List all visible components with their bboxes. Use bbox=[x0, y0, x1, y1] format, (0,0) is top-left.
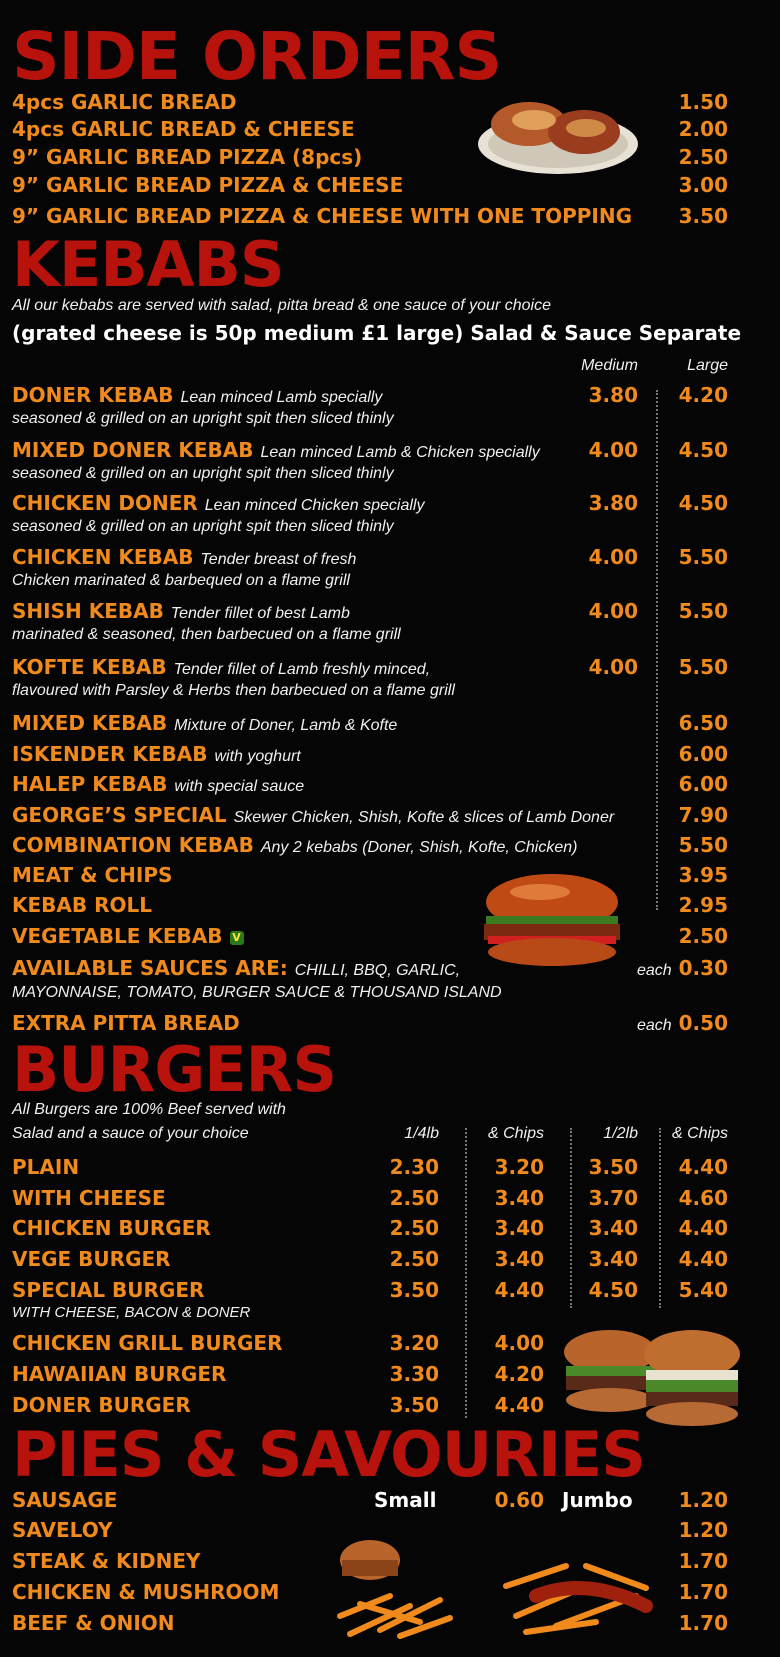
burger-price: 3.40 bbox=[588, 1247, 638, 1271]
side-order-price: 2.00 bbox=[678, 117, 728, 141]
burger-price: 4.40 bbox=[494, 1278, 544, 1302]
burger-price: 4.40 bbox=[678, 1155, 728, 1179]
col-header-chips: & Chips bbox=[487, 1125, 544, 1142]
kebab-desc: Mixture of Doner, Lamb & Kofte bbox=[174, 717, 398, 734]
kebab-desc: Lean minced Chicken specially bbox=[204, 497, 425, 514]
kebabs-cheese-note: (grated cheese is 50p medium £1 large) Salad & Sauce Separate bbox=[12, 321, 742, 345]
kebab-item: CHICKEN KEBAB Tender breast of fresh bbox=[12, 545, 357, 569]
burgers-intro: Salad and a sauce of your choice bbox=[12, 1125, 249, 1142]
kebab-desc-line: seasoned & grilled on an upright spit then sliced thinly bbox=[12, 465, 394, 482]
cut-burger-image bbox=[560, 1322, 746, 1432]
side-order-price: 1.50 bbox=[678, 90, 728, 114]
kebab-price-large: 5.50 bbox=[678, 545, 728, 569]
kebab-price-medium: 4.00 bbox=[588, 599, 638, 623]
burger-price: 3.50 bbox=[588, 1155, 638, 1179]
sauces-desc-line: MAYONNAISE, TOMATO, BURGER SAUCE & THOUSAND ISLAND bbox=[12, 984, 502, 1001]
kebab-price-large: 5.50 bbox=[678, 655, 728, 679]
kebab-item: KOFTE KEBAB Tender fillet of Lamb freshly minced, bbox=[12, 655, 431, 679]
kebab-item: ISKENDER KEBAB with yoghurt bbox=[12, 742, 301, 766]
side-order-item: 4pcs GARLIC BREAD & CHEESE bbox=[12, 117, 355, 141]
kebab-item: SHISH KEBAB Tender fillet of best Lamb bbox=[12, 599, 350, 623]
kebab-item: KEBAB ROLL bbox=[12, 893, 152, 917]
burger-price: 4.40 bbox=[678, 1247, 728, 1271]
special-burger-desc: WITH CHEESE, BACON & DONER bbox=[12, 1304, 251, 1321]
pie-item: SAUSAGE bbox=[12, 1488, 118, 1512]
kebab-price: 6.00 bbox=[678, 772, 728, 796]
burger-image bbox=[480, 872, 624, 972]
burger-price: 4.50 bbox=[588, 1278, 638, 1302]
burger-price: 4.60 bbox=[678, 1186, 728, 1210]
kebab-desc-line: Chicken marinated & barbequed on a flame grill bbox=[12, 572, 350, 589]
kebab-price: 5.50 bbox=[678, 833, 728, 857]
kebab-price-medium: 3.80 bbox=[588, 383, 638, 407]
burger-price: 3.70 bbox=[588, 1186, 638, 1210]
pies-title: PIES & SAVOURIES bbox=[12, 1418, 645, 1491]
burger-item: HAWAIIAN BURGER bbox=[12, 1362, 227, 1386]
col-header-chips: & Chips bbox=[671, 1125, 728, 1142]
kebab-desc: Lean minced Lamb & Chicken specially bbox=[260, 444, 540, 461]
burger-price: 3.20 bbox=[494, 1155, 544, 1179]
pie-price: 1.70 bbox=[678, 1580, 728, 1604]
kebab-price: 6.50 bbox=[678, 711, 728, 735]
kebab-price: 2.50 bbox=[678, 924, 728, 948]
kebab-item: MIXED DONER KEBAB Lean minced Lamb & Chicken specially bbox=[12, 438, 540, 462]
kebab-desc-line: seasoned & grilled on an upright spit then sliced thinly bbox=[12, 518, 394, 535]
burger-price: 3.30 bbox=[389, 1362, 439, 1386]
garlic-bread-plate-image bbox=[474, 84, 642, 180]
burger-price: 3.50 bbox=[389, 1393, 439, 1417]
side-order-item: 9” GARLIC BREAD PIZZA & CHEESE bbox=[12, 173, 404, 197]
kebab-item: VEGETABLE KEBAB V bbox=[12, 924, 244, 948]
burger-price: 2.50 bbox=[389, 1186, 439, 1210]
kebab-item: MIXED KEBAB Mixture of Doner, Lamb & Kofte bbox=[12, 711, 398, 735]
pie-and-chips-image bbox=[330, 1526, 460, 1644]
jumbo-label: Jumbo bbox=[562, 1488, 633, 1512]
kebab-desc: Any 2 kebabs (Doner, Shish, Kofte, Chicken) bbox=[260, 839, 578, 856]
pie-price-small: 0.60 bbox=[494, 1488, 544, 1512]
pie-price: 1.70 bbox=[678, 1611, 728, 1635]
burger-price: 5.40 bbox=[678, 1278, 728, 1302]
kebab-price-medium: 4.00 bbox=[588, 438, 638, 462]
burger-item: WITH CHEESE bbox=[12, 1186, 166, 1210]
sausage-and-chips-image bbox=[496, 1526, 656, 1644]
burger-price: 2.50 bbox=[389, 1216, 439, 1240]
pie-price-jumbo: 1.20 bbox=[678, 1488, 728, 1512]
kebab-item: HALEP KEBAB with special sauce bbox=[12, 772, 305, 796]
pie-item: STEAK & KIDNEY bbox=[12, 1549, 201, 1573]
kebab-desc: with special sauce bbox=[174, 778, 305, 795]
side-order-price: 3.50 bbox=[678, 204, 728, 228]
side-order-item: 4pcs GARLIC BREAD bbox=[12, 90, 237, 114]
kebab-item: DONER KEBAB Lean minced Lamb specially bbox=[12, 383, 383, 407]
burger-price: 4.20 bbox=[494, 1362, 544, 1386]
kebab-item: MEAT & CHIPS bbox=[12, 863, 173, 887]
kebab-price: 2.95 bbox=[678, 893, 728, 917]
burger-item: DONER BURGER bbox=[12, 1393, 191, 1417]
col-header-quarter: 1/4lb bbox=[404, 1125, 439, 1142]
kebab-desc: Tender breast of fresh bbox=[200, 551, 357, 568]
kebab-item: GEORGE’S SPECIAL Skewer Chicken, Shish, Kofte & slices of Lamb Doner bbox=[12, 803, 615, 827]
burger-item: VEGE BURGER bbox=[12, 1247, 171, 1271]
pitta-price: each 0.50 bbox=[636, 1011, 728, 1035]
col-header-half: 1/2lb bbox=[603, 1125, 638, 1142]
kebab-price-medium: 4.00 bbox=[588, 545, 638, 569]
pie-item: SAVELOY bbox=[12, 1518, 113, 1542]
burger-price: 2.50 bbox=[389, 1247, 439, 1271]
side-order-item: 9” GARLIC BREAD PIZZA (8pcs) bbox=[12, 145, 363, 169]
kebab-item: COMBINATION KEBAB Any 2 kebabs (Doner, Shish, Kofte, Chicken) bbox=[12, 833, 578, 857]
burger-price: 3.40 bbox=[494, 1186, 544, 1210]
kebabs-title: KEBABS bbox=[12, 228, 284, 301]
kebab-price: 6.00 bbox=[678, 742, 728, 766]
side-order-price: 2.50 bbox=[678, 145, 728, 169]
column-divider bbox=[659, 1128, 661, 1308]
kebab-item: CHICKEN DONER Lean minced Chicken specially bbox=[12, 491, 425, 515]
kebab-price-large: 4.20 bbox=[678, 383, 728, 407]
kebab-desc-line: marinated & seasoned, then barbecued on a flame grill bbox=[12, 626, 401, 643]
kebab-desc-line: flavoured with Parsley & Herbs then barbecued on a flame grill bbox=[12, 682, 455, 699]
burger-price: 3.50 bbox=[389, 1278, 439, 1302]
column-divider bbox=[656, 390, 658, 910]
burger-price: 3.40 bbox=[494, 1247, 544, 1271]
kebab-desc: Tender fillet of Lamb freshly minced, bbox=[173, 661, 431, 678]
burgers-intro: All Burgers are 100% Beef served with bbox=[12, 1101, 286, 1118]
vegetarian-icon: V bbox=[230, 931, 244, 945]
burgers-title: BURGERS bbox=[12, 1033, 336, 1106]
burger-price: 3.40 bbox=[588, 1216, 638, 1240]
kebabs-intro: All our kebabs are served with salad, pitta bread & one sauce of your choice bbox=[12, 297, 551, 314]
pie-item: CHICKEN & MUSHROOM bbox=[12, 1580, 280, 1604]
burger-item: PLAIN bbox=[12, 1155, 80, 1179]
pie-item: BEEF & ONION bbox=[12, 1611, 175, 1635]
kebab-price-large: 4.50 bbox=[678, 491, 728, 515]
burger-price: 4.40 bbox=[494, 1393, 544, 1417]
col-header-medium: Medium bbox=[581, 357, 638, 374]
burger-item: CHICKEN BURGER bbox=[12, 1216, 211, 1240]
sauces-price: each 0.30 bbox=[636, 956, 728, 980]
column-divider bbox=[570, 1128, 572, 1308]
kebab-price: 7.90 bbox=[678, 803, 728, 827]
burger-price: 2.30 bbox=[389, 1155, 439, 1179]
burger-price: 3.40 bbox=[494, 1216, 544, 1240]
kebab-desc-line: seasoned & grilled on an upright spit then sliced thinly bbox=[12, 410, 394, 427]
kebab-desc: with yoghurt bbox=[214, 748, 301, 765]
kebab-price: 3.95 bbox=[678, 863, 728, 887]
kebab-price-large: 5.50 bbox=[678, 599, 728, 623]
kebab-desc: Skewer Chicken, Shish, Kofte & slices of Lamb Doner bbox=[233, 809, 615, 826]
kebab-desc: Tender fillet of best Lamb bbox=[170, 605, 350, 622]
side-order-price: 3.00 bbox=[678, 173, 728, 197]
sauces-desc: CHILLI, BBQ, GARLIC, bbox=[294, 962, 461, 979]
kebab-price-medium: 3.80 bbox=[588, 491, 638, 515]
pie-price: 1.70 bbox=[678, 1549, 728, 1573]
burger-item: CHICKEN GRILL BURGER bbox=[12, 1331, 283, 1355]
side-orders-title: SIDE ORDERS bbox=[12, 18, 502, 95]
kebab-desc: Lean minced Lamb specially bbox=[180, 389, 383, 406]
pie-price: 1.20 bbox=[678, 1518, 728, 1542]
kebab-price-large: 4.50 bbox=[678, 438, 728, 462]
small-label: Small bbox=[374, 1488, 437, 1512]
column-divider bbox=[465, 1128, 467, 1418]
pitta-label: EXTRA PITTA BREAD bbox=[12, 1011, 240, 1035]
burger-price: 4.40 bbox=[678, 1216, 728, 1240]
col-header-large: Large bbox=[687, 357, 728, 374]
burger-price: 3.20 bbox=[389, 1331, 439, 1355]
kebab-price-medium: 4.00 bbox=[588, 655, 638, 679]
sauces-label: AVAILABLE SAUCES ARE: CHILLI, BBQ, GARLIC, bbox=[12, 956, 461, 980]
burger-price: 4.00 bbox=[494, 1331, 544, 1355]
burger-item: SPECIAL BURGER bbox=[12, 1278, 205, 1302]
side-order-item: 9” GARLIC BREAD PIZZA & CHEESE WITH ONE TOPPING bbox=[12, 204, 632, 228]
